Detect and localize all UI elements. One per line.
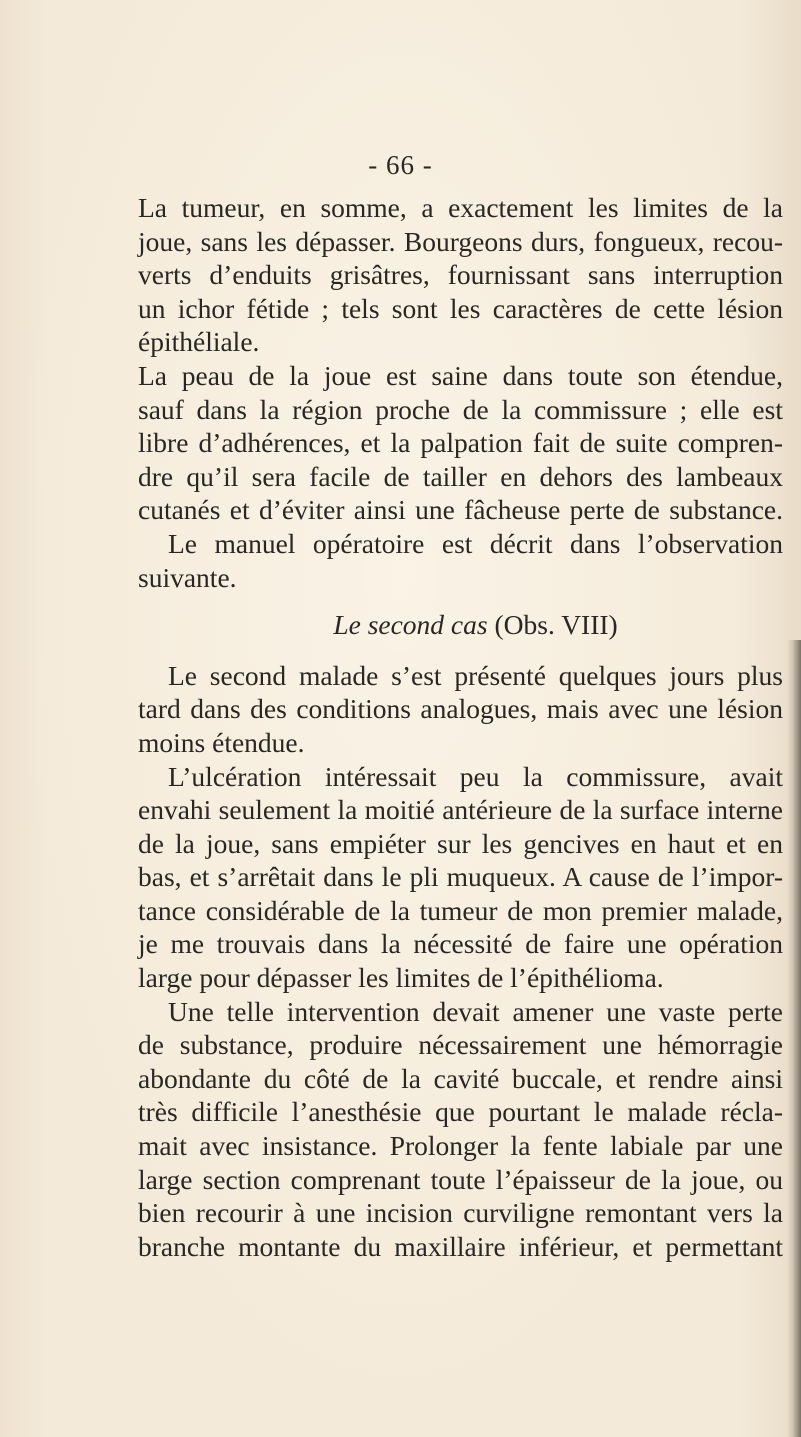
text-line: épithéliale.: [138, 326, 260, 358]
text-line: joue, sans les dépasser. Bourgeons durs, fongueux, recou-: [138, 225, 783, 257]
text-line: très difficile l’anesthésie que pourtant le malade récla-: [138, 1096, 783, 1128]
text-line: libre d’adhérences, et la palpation fait de suite compren-: [138, 427, 783, 459]
body-text: [138, 191, 783, 1263]
section-heading-italic: Le second cas: [333, 609, 488, 641]
text-line: de substance, produire nécessairement une hémorragie: [138, 1029, 783, 1061]
paragraph-tumor-description: [138, 191, 783, 359]
text-line: tance considérable de la tumeur de mon premier malade,: [138, 894, 783, 926]
paragraph-skin-condition: [138, 359, 783, 527]
text-line: moins étendue.: [138, 726, 305, 758]
text-line: bas, et s’arrêtait dans le pli muqueux. A cause de l’impor-: [138, 861, 783, 893]
paragraph-second-patient: [138, 659, 783, 760]
text-line: Une telle intervention devait amener une vaste perte: [168, 995, 783, 1027]
page-edge-shadow: [787, 640, 801, 1437]
section-heading: [138, 608, 783, 642]
text-line: branche montante du maxillaire inférieur, et permettant: [138, 1230, 783, 1262]
text-line: L’ulcération intéressait peu la commissure, avait: [168, 760, 783, 792]
paragraph-operative-manual: [138, 527, 783, 594]
text-line: un ichor fétide ; tels sont les caractères de cette lésion: [138, 292, 783, 324]
text-line: je me trouvais dans la nécessité de faire une opération: [138, 928, 783, 960]
text-line: verts d’enduits grisâtres, fournissant sans interruption: [138, 259, 783, 291]
paragraph-ulceration: [138, 760, 783, 995]
text-line: bien recourir à une incision curviligne remontant vers la: [138, 1197, 783, 1229]
text-line: sauf dans la région proche de la commissure ; elle est: [138, 393, 783, 425]
text-line: cutanés et d’éviter ainsi une fâcheuse perte de substance.: [138, 494, 783, 526]
text-line: dre qu’il sera facile de tailler en dehors des lambeaux: [138, 460, 783, 492]
text-line: tard dans des conditions analogues, mais avec une lésion: [138, 693, 783, 725]
text-line: mait avec insistance. Prolonger la fente labiale par une: [138, 1130, 783, 1162]
paragraph-intervention: [138, 995, 783, 1264]
text-line: La peau de la joue est saine dans toute son étendue,: [138, 359, 783, 391]
text-line: large section comprenant toute l’épaisseur de la joue, ou: [138, 1163, 783, 1195]
text-line: de la joue, sans empiéter sur les gencives en haut et en: [138, 827, 783, 859]
text-line: large pour dépasser les limites de l’épithélioma.: [138, 962, 664, 994]
text-line: envahi seulement la moitié antérieure de la surface interne: [138, 794, 783, 826]
text-line: abondante du côté de la cavité buccale, et rendre ainsi: [138, 1062, 783, 1094]
page-number: - 66 -: [368, 150, 433, 180]
text-line: Le second malade s’est présenté quelques jours plus: [168, 659, 783, 691]
text-line: suivante.: [138, 561, 237, 593]
section-heading-obs: (Obs. VIII): [487, 609, 618, 641]
text-line: La tumeur, en somme, a exactement les limites de la: [138, 192, 783, 223]
text-line: Le manuel opératoire est décrit dans l’observation: [168, 527, 783, 559]
